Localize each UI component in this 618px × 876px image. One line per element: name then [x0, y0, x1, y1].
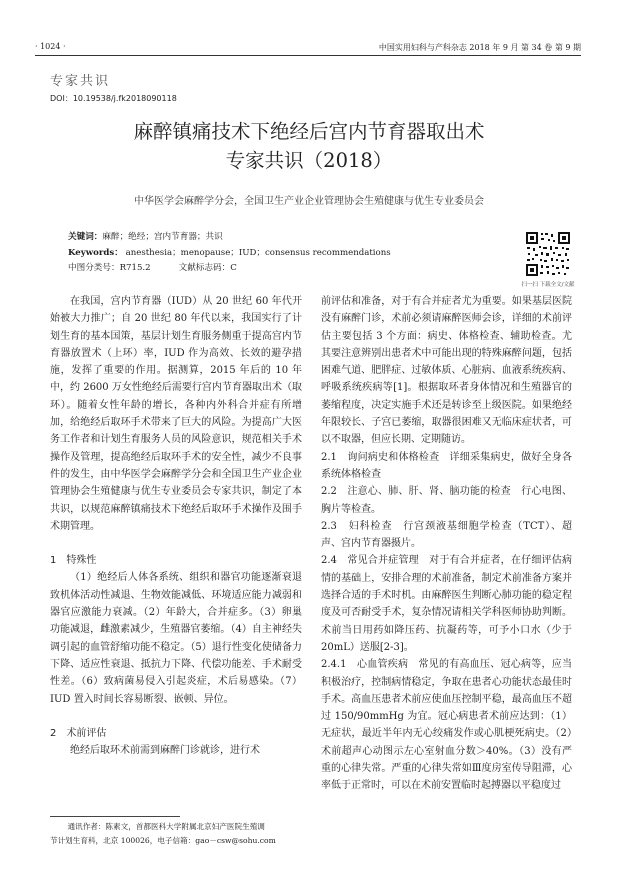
body-paragraph: 2.3 妇科检查 行宫颈液基细胞学检查（TCT）、超声、宫内节育器摄片。: [321, 520, 572, 550]
body-paragraph: （1）绝经后人体各系统、组织和器官功能逐渐衰退致机体活动性减退、生物效能减低、环境适应能力减弱和器官应激能力衰减。（2）年龄大，合并症多。（3）卵巢功能减退，雌激素减少，生殖器官萎缩。（4）自主神经失调引起的血管舒缩功能不稳定。（5）退行性变化使储备力下降、适应性衰退、抵抗力下降、代偿功能差、手术耐受性差。（6）致病菌易侵入引起炎症，术后易感染。（7）IUD 置入时间长容易断裂、嵌顿、异位。: [50, 572, 302, 705]
authors: 中华医学会麻醉学分会，全国卫生产业企业管理协会生殖健康与优生专业委员会: [134, 196, 484, 207]
page-number: · 1024 ·: [35, 42, 66, 51]
body-paragraph: 前评估和准备，对于有合并症者尤为重要。如果基层医院没有麻醉门诊，术前必须请麻醉医师会诊，详细的术前评估主要包括 3 个方面：病史、体格检查、辅助检查。尤其要注意辨别出患者术中可能出现的特殊麻醉问题，包括困难气道、肥胖症、过敏体质、心脏病、血液系统疾病、呼吸系统疾病等[1]。根据取环者身体情况和生殖器官的萎缩程度，决定实施手术还是转诊至上级医院。如果绝经年限较长、子宫已萎缩，取器很困难又无临床症状者，可以不取器，但应长期、定期随访。: [321, 296, 572, 446]
keywords-en-label: Keywords：: [68, 247, 123, 258]
right-column: [321, 293, 572, 795]
title-line-2: 专家共识（2018）: [225, 149, 393, 172]
body-paragraph: 2.4.1 心血管疾病 常见的有高血压、冠心病等，应当积极治疗，控制病情稳定，争取在患者心功能状态最佳时手术。高血压患者术前应使血压控制平稳，最高血压不超过 150/90mmHg 为宜。冠心病患者术前应达到：（1）无症状，最近半年内无心绞痛发作或心肌梗死病史。（2）术前超声心动图示左心室射血分数＞40%。（3）没有严重的心律失常。严重的心律失常如Ⅲ度房室传导阻滞，心率低于正常时，可以在术前安置临时起搏器以平稳度过: [321, 659, 572, 792]
header-rule: [35, 55, 581, 56]
body-paragraph: 绝经后取环术前需到麻醉门诊就诊，进行术: [70, 745, 260, 757]
journal-header: 中国实用妇科与产科杂志 2018 年 9 月 第 34 卷 第 9 期: [378, 43, 581, 52]
clc-number: 中图分类号：R715.2: [68, 263, 151, 273]
qr-code-graphic: [525, 231, 571, 277]
keywords-cn-text: 麻醉；绝经；宫内节育器；共识: [102, 232, 223, 242]
section-heading: 1 特殊性: [50, 555, 97, 567]
footnote-line-2: 节计划生育科，北京 100026，电子信箱：gao－csw@sohu.com: [50, 836, 276, 845]
section-tag: 专家共识: [50, 74, 111, 89]
classification-row: [68, 261, 391, 277]
keywords-cn-label: 关键词：: [68, 232, 103, 242]
article-meta: [68, 230, 391, 277]
spacer: [50, 535, 302, 552]
footnote-rule: [50, 816, 180, 817]
keywords-en-text: anesthesia；menopause；IUD；consensus recommendations: [125, 247, 391, 258]
keywords-en: [68, 246, 391, 262]
body-paragraph: 在我国，宫内节育器（IUD）从 20 世纪 60 年代开始被大力推广；自 20 世纪 80 年代以来，我国实行了计划生育的基本国策，基层计划生育服务侧重于提高宫内节育器放置术（上环）率，IUD 作为高效、长效的避孕措施，发挥了重要的作用。据测算，2015 年后的 10 年中，约 2600 万女性绝经后需要行宫内节育器取出术（取环）。随着女性年龄的增长，各种内外科合并症有所增加，给绝经后取环手术带来了巨大的风险。为提高广大医务工作者和计划生育服务人员的风险意识，规范相关手术操作及管理，提高绝经后取环手术的安全性，减少不良事件的发生，由中华医学会麻醉学分会和全国卫生产业企业管理协会生殖健康与优生专业委员会专家共识，制定了本共识，以规范麻醉镇痛技术下绝经后取环手术操作及围手术期管理。: [50, 296, 302, 532]
keywords-cn: [68, 230, 391, 246]
footnote-line-1: 通讯作者：陈素文，首都医科大学附属北京妇产医院生殖调: [67, 822, 265, 831]
body-paragraph: 2.2 注意心、肺、肝、肾、脑功能的检查 行心电图、胸片等检查。: [321, 486, 572, 515]
left-column: [50, 293, 302, 759]
title-line-1: 麻醉镇痛技术下绝经后宫内节育器取出术: [133, 120, 485, 143]
qr-caption: 扫一扫 下载全文/文献: [521, 282, 575, 288]
qr-code[interactable]: [525, 231, 571, 277]
spacer: [50, 708, 302, 725]
article-title: [60, 117, 558, 175]
corresponding-author-note: [50, 820, 302, 848]
section-heading: 2 术前评估: [50, 727, 107, 739]
doi: DOI：10.19538/j.fk2018090118: [50, 94, 177, 103]
body-paragraph: 2.1 询问病史和体格检查 详细采集病史，做好全身各系统体格检查: [321, 451, 572, 480]
doc-code: 文献标志码：C: [178, 263, 237, 273]
body-paragraph: 2.4 常见合并症管理 对于有合并症者，在仔细评估病情的基础上，安排合理的术前准备，制定术前准备方案并选择合适的手术时机。由麻醉医生判断心肺功能的稳定程度及可否耐受手术，复杂情况请相关学科医师协助判断。术前当日用药如降压药、抗凝药等，可予小口水（少于 20mL）送服[2-3]。: [321, 555, 572, 653]
